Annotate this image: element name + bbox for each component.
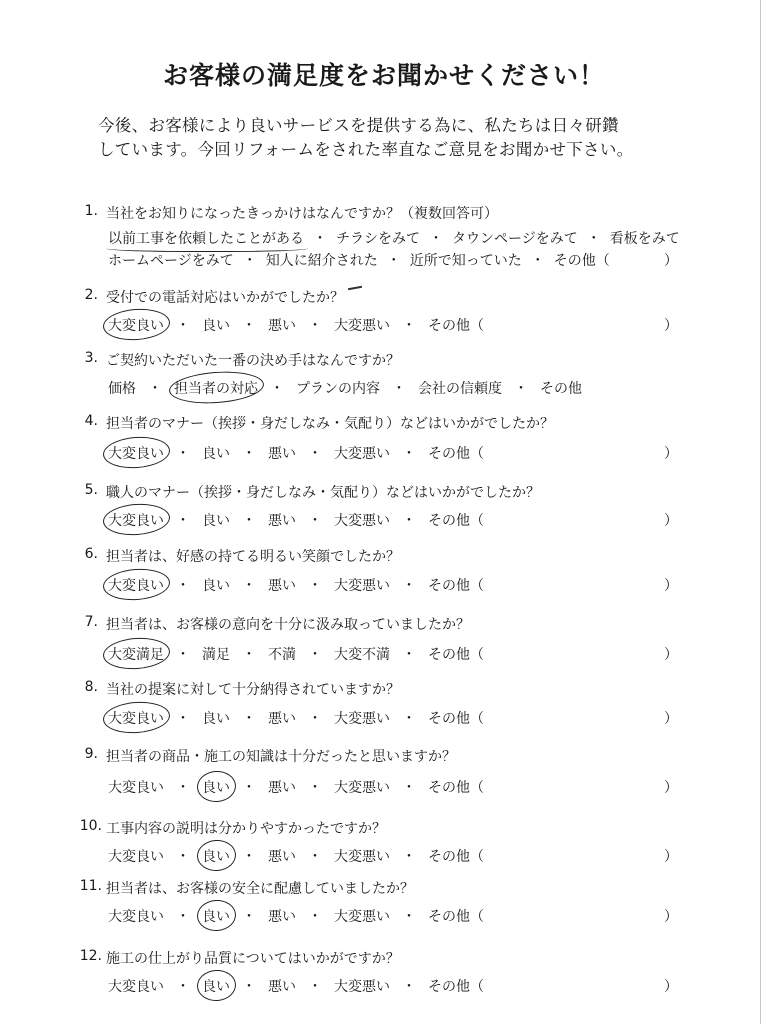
question-number: 11. — [79, 878, 102, 894]
answer-option-selected[interactable]: 良い — [202, 777, 230, 797]
answer-option[interactable]: その他（ — [428, 711, 484, 727]
option-row — [108, 443, 484, 463]
option-separator: ・ — [242, 909, 256, 925]
option-separator: ・ — [308, 711, 322, 727]
answer-option[interactable]: 大変不満 — [334, 647, 390, 663]
option-separator: ・ — [402, 513, 416, 529]
option-separator: ・ — [402, 711, 416, 727]
answer-option-selected[interactable]: 大変良い — [108, 575, 164, 595]
question-text: 職人のマナー（挨拶・身だしなみ・気配り）などはいかがでしたか？ — [106, 485, 540, 501]
option-row — [108, 777, 484, 797]
option-row — [108, 378, 582, 398]
answer-option[interactable]: 大変悪い — [334, 711, 390, 727]
question-text: 担当者は、好感の持てる明るい笑顔でしたか？ — [106, 549, 400, 565]
option-separator: ・ — [402, 780, 416, 796]
option-separator: ・ — [242, 647, 256, 663]
option-separator: ・ — [308, 780, 322, 796]
answer-option-selected[interactable]: 大変良い — [108, 708, 164, 728]
option-separator: ・ — [176, 780, 190, 796]
answer-option-selected[interactable]: 担当者の対応 — [174, 378, 258, 398]
answer-option-selected[interactable]: 大変良い — [108, 315, 164, 335]
option-separator: ・ — [242, 318, 256, 334]
option-row — [108, 250, 610, 270]
question-number: 3. — [84, 350, 98, 366]
answer-option-selected[interactable]: 良い — [202, 906, 230, 926]
option-row — [108, 228, 680, 248]
answer-option[interactable]: 悪い — [268, 780, 296, 796]
option-separator: ・ — [313, 231, 327, 247]
answer-option[interactable]: チラシをみて — [336, 231, 420, 247]
option-separator: ・ — [402, 446, 416, 462]
option-row — [108, 906, 484, 926]
answer-option[interactable]: 大変悪い — [334, 446, 390, 462]
answer-option[interactable]: 良い — [202, 578, 230, 594]
other-close-paren: ） — [664, 909, 678, 925]
option-separator: ・ — [242, 979, 256, 995]
question-number: 10. — [79, 818, 102, 834]
answer-option[interactable]: 大変悪い — [334, 578, 390, 594]
answer-option[interactable]: その他（ — [428, 849, 484, 865]
answer-option[interactable]: 悪い — [268, 318, 296, 334]
answer-option[interactable]: 大変悪い — [334, 780, 390, 796]
option-separator: ・ — [242, 253, 257, 269]
option-row — [108, 315, 484, 335]
question-number: 7. — [84, 614, 98, 630]
answer-option-selected[interactable]: 良い — [202, 846, 230, 866]
option-separator: ・ — [308, 979, 322, 995]
other-close-paren: ） — [664, 711, 678, 727]
answer-option[interactable]: 大変悪い — [334, 318, 390, 334]
option-separator: ・ — [176, 849, 190, 865]
answer-option[interactable]: 良い — [202, 711, 230, 727]
option-separator: ・ — [176, 446, 190, 462]
question-number: 6. — [84, 546, 98, 562]
other-close-paren: ） — [664, 780, 678, 796]
option-separator: ・ — [308, 647, 322, 663]
answer-option[interactable]: 悪い — [268, 909, 296, 925]
answer-option-selected[interactable]: 大変満足 — [108, 644, 164, 664]
answer-option[interactable]: その他（ — [428, 318, 484, 334]
option-separator: ・ — [148, 381, 162, 397]
answer-option[interactable]: 会社の信頼度 — [418, 381, 502, 397]
option-row — [108, 846, 484, 866]
intro-line-1: 今後、お客様により良いサービスを提供する為に、私たちは日々研鑽 — [98, 116, 619, 135]
question-text: 当社の提案に対して十分納得されていますか？ — [106, 682, 400, 698]
answer-option[interactable]: 悪い — [268, 849, 296, 865]
option-separator: ・ — [242, 849, 256, 865]
option-separator: ・ — [308, 513, 322, 529]
other-close-paren: ） — [664, 513, 678, 529]
option-separator: ・ — [402, 647, 416, 663]
question-text: 工事内容の説明は分かりやすかったですか？ — [106, 821, 386, 837]
answer-option[interactable]: 大変悪い — [334, 513, 390, 529]
option-separator: ・ — [392, 381, 406, 397]
intro-line-2: しています。今回リフォームをされた率直なご意見をお聞かせ下さい。 — [98, 140, 634, 159]
answer-option[interactable]: その他（ — [428, 513, 484, 529]
answer-option[interactable]: 満足 — [202, 647, 230, 663]
option-separator: ・ — [402, 909, 416, 925]
question-text: 担当者の商品・施工の知識は十分だったと思いますか？ — [106, 749, 456, 765]
question-text: 担当者は、お客様の安全に配慮していましたか？ — [106, 881, 414, 897]
option-row — [108, 976, 484, 996]
option-separator: ・ — [242, 446, 256, 462]
option-separator: ・ — [586, 231, 601, 247]
other-close-paren: ） — [664, 979, 678, 995]
answer-option[interactable]: 価格 — [108, 381, 136, 397]
question-number: 5. — [84, 482, 98, 498]
option-separator: ・ — [176, 318, 190, 334]
option-separator: ・ — [270, 381, 284, 397]
option-separator: ・ — [176, 979, 190, 995]
option-separator: ・ — [242, 780, 256, 796]
answer-option[interactable]: プランの内容 — [296, 381, 380, 397]
option-separator: ・ — [429, 231, 443, 247]
option-separator: ・ — [176, 711, 190, 727]
other-close-paren: ） — [664, 647, 678, 663]
answer-option[interactable]: ホームページをみて — [108, 253, 234, 269]
other-close-paren: ） — [664, 849, 678, 865]
option-row — [108, 644, 484, 664]
answer-option[interactable]: 不満 — [268, 647, 296, 663]
answer-option[interactable]: 良い — [202, 446, 230, 462]
option-row — [108, 575, 484, 595]
answer-option[interactable]: 悪い — [268, 711, 296, 727]
question-text: ご契約いただいた一番の決め手はなんですか？ — [106, 353, 400, 369]
answer-option[interactable]: 良い — [202, 513, 230, 529]
scan-edge-line — [760, 0, 761, 1024]
answer-option[interactable]: 看板をみて — [609, 231, 680, 247]
question-text: 施工の仕上がり品質についてはいかがですか？ — [106, 951, 400, 967]
question-number: 2. — [84, 287, 98, 303]
answer-option-selected[interactable]: 良い — [202, 976, 230, 996]
answer-option[interactable]: 近所で知っていた — [409, 253, 522, 269]
option-separator: ・ — [308, 909, 322, 925]
question-text: 担当者のマナー（挨拶・身だしなみ・気配り）などはいかがでしたか？ — [106, 416, 554, 432]
question-number: 9. — [84, 746, 98, 762]
answer-option[interactable]: その他（ — [428, 446, 484, 462]
answer-option[interactable]: その他 — [540, 381, 582, 397]
option-separator: ・ — [242, 513, 256, 529]
answer-option[interactable]: その他（ — [428, 647, 484, 663]
option-separator: ・ — [176, 647, 190, 663]
answer-option[interactable]: 大変良い — [108, 909, 164, 925]
option-separator: ・ — [176, 513, 190, 529]
answer-option[interactable]: 大変悪い — [334, 849, 390, 865]
other-close-paren: ） — [664, 253, 678, 269]
option-separator: ・ — [308, 446, 322, 462]
answer-option[interactable]: 大変悪い — [334, 909, 390, 925]
question-text: 当社をお知りになったきっかけはなんですか？（複数回答可） — [106, 206, 498, 222]
answer-option-selected[interactable]: 大変良い — [108, 443, 164, 463]
question-number: 12. — [79, 948, 102, 964]
question-number: 1. — [84, 203, 98, 219]
answer-option[interactable]: その他（ — [428, 979, 484, 995]
option-separator: ・ — [402, 979, 416, 995]
answer-option[interactable]: タウンページをみて — [452, 231, 578, 247]
other-close-paren: ） — [664, 446, 678, 462]
option-row — [108, 708, 484, 728]
answer-option[interactable]: 悪い — [268, 578, 296, 594]
option-separator: ・ — [402, 849, 416, 865]
answer-option[interactable]: 悪い — [268, 513, 296, 529]
option-separator: ・ — [308, 318, 322, 334]
option-row — [108, 510, 484, 530]
option-separator: ・ — [514, 381, 528, 397]
option-separator: ・ — [402, 578, 416, 594]
option-separator: ・ — [242, 578, 256, 594]
answer-option[interactable]: 良い — [202, 318, 230, 334]
option-separator: ・ — [176, 578, 190, 594]
question-number: 8. — [84, 679, 98, 695]
page-title: お客様の満足度をお聞かせください！ — [162, 61, 605, 90]
option-separator: ・ — [176, 909, 190, 925]
answer-option[interactable]: その他（ — [553, 253, 610, 269]
answer-option[interactable]: その他（ — [428, 780, 484, 796]
answer-option-selected[interactable]: 大変良い — [108, 510, 164, 530]
answer-option[interactable]: その他（ — [428, 578, 484, 594]
answer-option-selected[interactable]: 以前工事を依頼したことがある — [108, 228, 304, 248]
answer-option[interactable]: 大変悪い — [334, 979, 390, 995]
other-close-paren: ） — [664, 578, 678, 594]
answer-option[interactable]: 大変良い — [108, 780, 164, 796]
option-separator: ・ — [402, 318, 416, 334]
question-text: 受付での電話対応はいかがでしたか？ — [106, 290, 344, 306]
answer-option[interactable]: その他（ — [428, 909, 484, 925]
option-separator: ・ — [386, 253, 401, 269]
answer-option[interactable]: 大変良い — [108, 849, 164, 865]
option-separator: ・ — [242, 711, 256, 727]
answer-option[interactable]: 悪い — [268, 979, 296, 995]
answer-option[interactable]: 大変良い — [108, 979, 164, 995]
pen-stroke-mark — [348, 286, 362, 290]
question-text: 担当者は、お客様の意向を十分に汲み取っていましたか？ — [106, 617, 470, 633]
answer-option[interactable]: 知人に紹介された — [265, 253, 378, 269]
option-separator: ・ — [308, 849, 322, 865]
other-close-paren: ） — [664, 318, 678, 334]
option-separator: ・ — [308, 578, 322, 594]
question-number: 4. — [84, 413, 98, 429]
option-separator: ・ — [530, 253, 545, 269]
answer-option[interactable]: 悪い — [268, 446, 296, 462]
